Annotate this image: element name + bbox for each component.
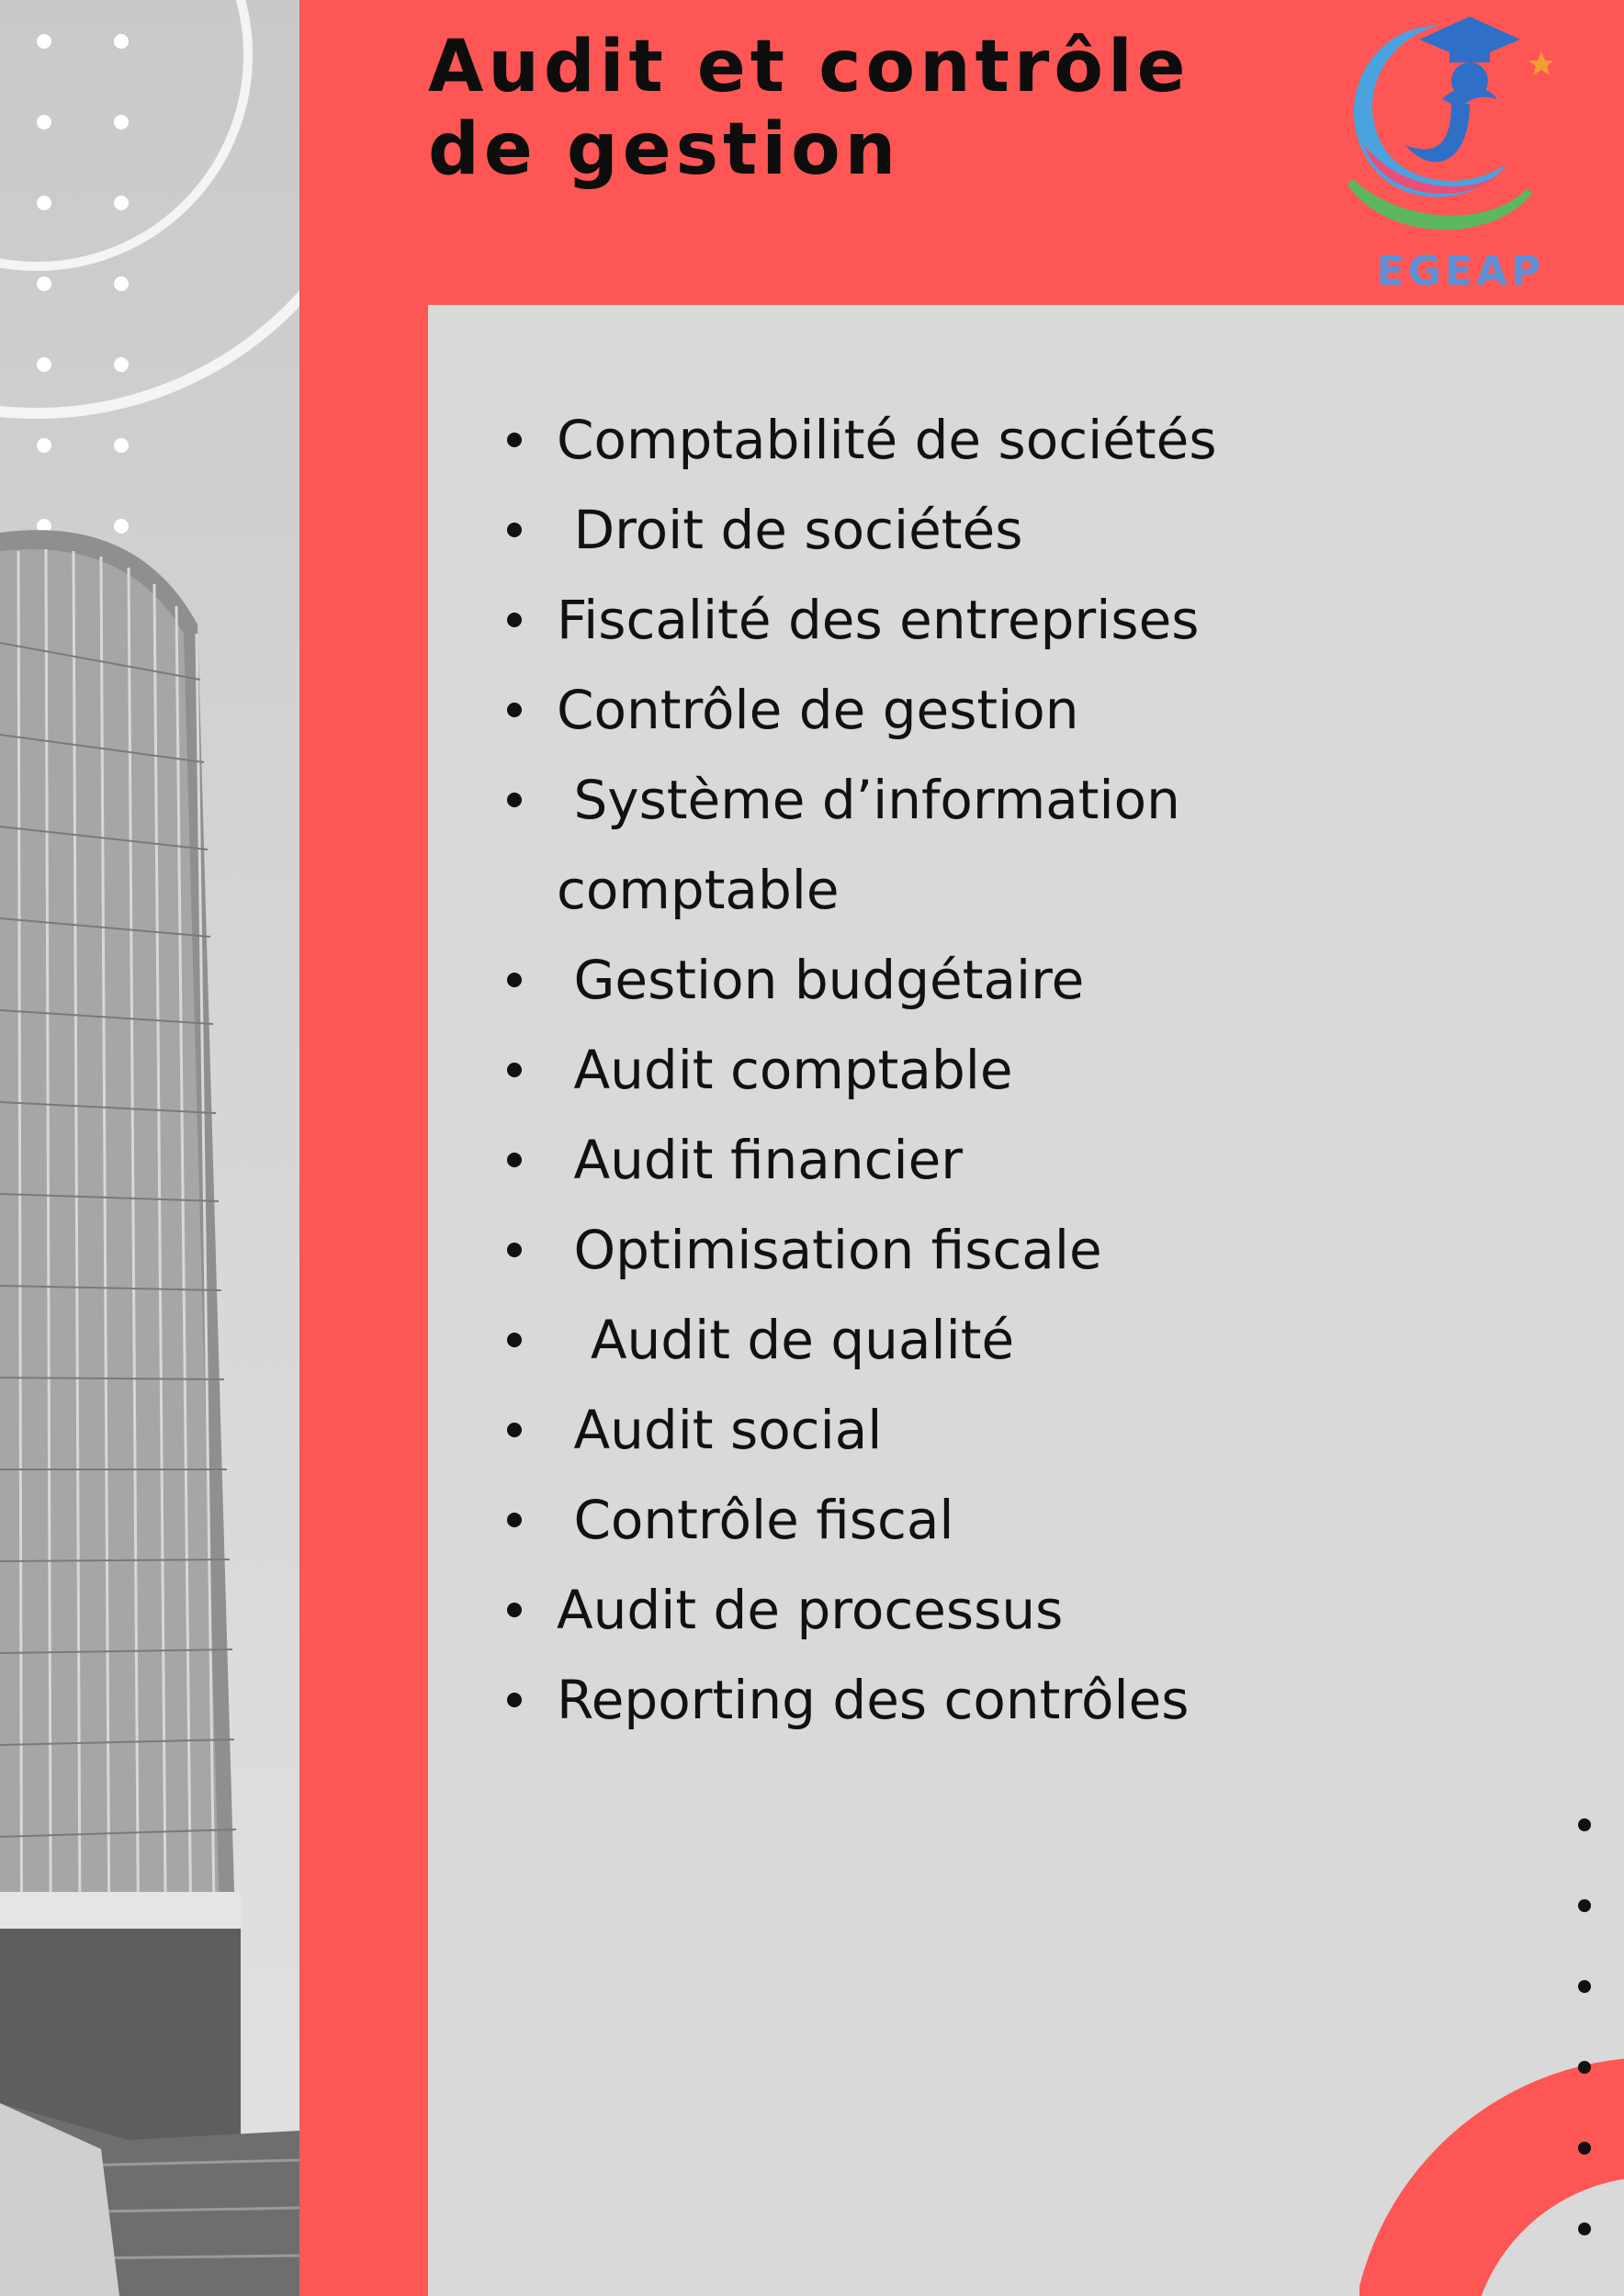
list-item: Optimisation fiscale <box>502 1205 1420 1295</box>
star-icon <box>1528 51 1552 75</box>
list-item: Audit social <box>502 1385 1420 1475</box>
list-item: Système d’information comptable <box>502 755 1420 935</box>
list-item: Droit de sociétés <box>502 485 1420 575</box>
list-item: Audit comptable <box>502 1025 1420 1115</box>
list-item: Gestion budgétaire <box>502 935 1420 1025</box>
list-item: Fiscalité des entreprises <box>502 575 1420 665</box>
title-line-2: de gestion <box>428 108 901 191</box>
list-item: Audit de processus <box>502 1565 1420 1655</box>
list-item: Audit financier <box>502 1115 1420 1205</box>
list-item: Contrôle fiscal <box>502 1475 1420 1565</box>
list-item: Reporting des contrôles <box>502 1655 1420 1745</box>
building-illustration <box>0 0 299 2296</box>
building-photo <box>0 0 299 2296</box>
topics-list <box>502 395 1420 1745</box>
red-side-strip <box>299 0 428 2296</box>
logo-wordmark: EGEAP <box>1376 248 1545 295</box>
list-item: Audit de qualité <box>502 1295 1420 1385</box>
decorative-dots <box>1578 1818 1606 2278</box>
list-item: Contrôle de gestion <box>502 665 1420 755</box>
page-title <box>428 26 1255 191</box>
title-line-1: Audit et contrôle <box>428 26 1190 108</box>
list-item: Comptabilité de sociétés <box>502 395 1420 485</box>
